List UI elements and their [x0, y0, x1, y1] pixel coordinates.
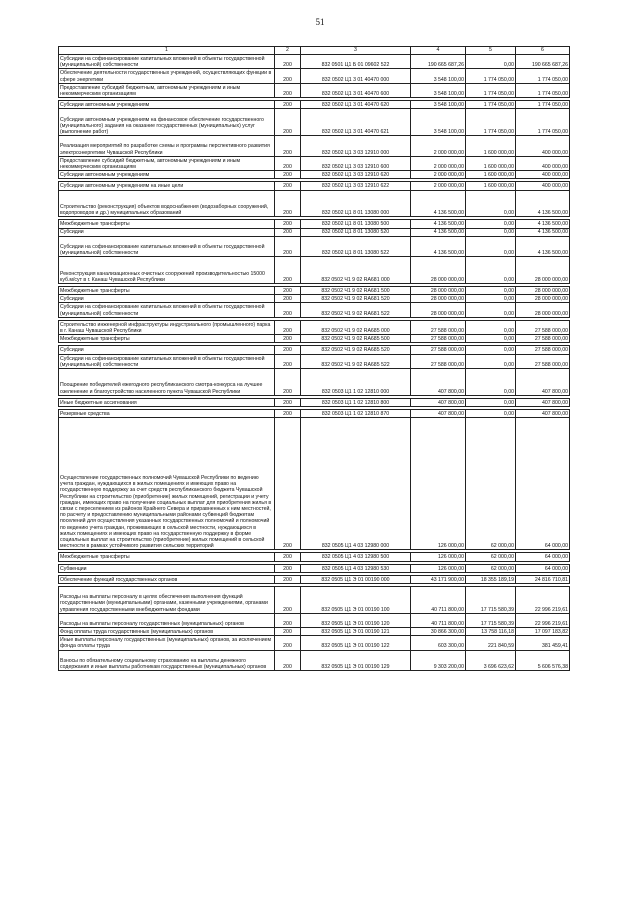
- row-remaining-cell: 17 097 183,82: [516, 628, 570, 636]
- row-name-cell: Субсидии на софинансирование капитальных вложений в объекты государственной (муниципальной) собственности: [59, 236, 275, 257]
- row-approved-cell: 2 000 000,00: [411, 136, 466, 157]
- row-executed-cell: 1 600 000,00: [466, 156, 516, 170]
- row-group-cell: 200: [275, 228, 301, 236]
- row-executed-cell: 0,00: [466, 287, 516, 295]
- table-row: [59, 409, 570, 417]
- row-name-cell: Межбюджетные трансферты: [59, 335, 275, 343]
- row-name-cell: Субсидии автономным учреждениям на финансовое обеспечение государственного (муниципального) задания на оказание государственных (муниципальных) услуг (выполнение работ): [59, 109, 275, 136]
- table-row: [59, 398, 570, 406]
- row-executed-cell: 62 000,00: [466, 418, 516, 550]
- table-row: [59, 628, 570, 636]
- column-header: 1: [59, 47, 275, 55]
- row-executed-cell: 18 355 189,19: [466, 575, 516, 583]
- row-code-cell: 832 0502 Ч1 9 02 RA685 500: [301, 335, 411, 343]
- row-name-cell: Субсидии автономным учреждениям: [59, 101, 275, 109]
- row-code-cell: 832 0502 Ц1 3 03 12910 000: [301, 136, 411, 157]
- table-row: [59, 136, 570, 157]
- row-approved-cell: 3 548 100,00: [411, 69, 466, 83]
- row-group-cell: 200: [275, 303, 301, 317]
- column-header: 4: [411, 47, 466, 55]
- row-approved-cell: 4 136 500,00: [411, 220, 466, 228]
- row-group-cell: 200: [275, 628, 301, 636]
- row-executed-cell: 0,00: [466, 369, 516, 396]
- row-code-cell: 832 0502 Ц1 3 03 12910 620: [301, 171, 411, 179]
- row-remaining-cell: 27 588 000,00: [516, 320, 570, 334]
- row-remaining-cell: 400 000,00: [516, 136, 570, 157]
- row-code-cell: 832 0502 Ц1 3 01 40470 000: [301, 69, 411, 83]
- column-header: 5: [466, 47, 516, 55]
- budget-table: [58, 46, 570, 671]
- table-row: [59, 190, 570, 217]
- row-group-cell: 200: [275, 650, 301, 671]
- row-name-cell: Субсидии: [59, 295, 275, 303]
- row-group-cell: 200: [275, 553, 301, 561]
- row-code-cell: 832 0501 Ц1 Б 01 09602 522: [301, 55, 411, 69]
- row-approved-cell: 43 171 900,00: [411, 575, 466, 583]
- row-name-cell: Субсидии: [59, 346, 275, 354]
- row-group-cell: 200: [275, 182, 301, 190]
- table-row: [59, 320, 570, 334]
- row-group-cell: 200: [275, 287, 301, 295]
- row-code-cell: 832 0502 Ч1 9 02 RA681 520: [301, 295, 411, 303]
- row-code-cell: 832 0502 Ц1 8 01 13080 500: [301, 220, 411, 228]
- table-row: [59, 257, 570, 284]
- row-code-cell: 832 0502 Ц1 3 01 40470 600: [301, 83, 411, 97]
- table-row: [59, 303, 570, 317]
- row-group-cell: 200: [275, 69, 301, 83]
- row-group-cell: 200: [275, 55, 301, 69]
- row-remaining-cell: 27 588 000,00: [516, 335, 570, 343]
- row-name-cell: Расходы на выплаты персоналу в целях обеспечения выполнения функций государственными (муниципальными) органами, казенными учреждениями, органами управления государственными внебюджетными фондами: [59, 586, 275, 613]
- row-name-cell: Резервные средства: [59, 409, 275, 417]
- table-row: [59, 220, 570, 228]
- table-row: [59, 650, 570, 671]
- row-name-cell: Субсидии на софинансирование капитальных вложений в объекты государственной (муниципальной) собственности: [59, 303, 275, 317]
- row-approved-cell: 603 300,00: [411, 636, 466, 650]
- row-remaining-cell: 1 774 050,00: [516, 83, 570, 97]
- table-row: [59, 287, 570, 295]
- table-row: [59, 109, 570, 136]
- row-approved-cell: 126 000,00: [411, 564, 466, 572]
- row-code-cell: 832 0505 Ц1 Э 01 00190 120: [301, 613, 411, 627]
- row-executed-cell: 1 600 000,00: [466, 182, 516, 190]
- row-executed-cell: 0,00: [466, 354, 516, 368]
- row-name-cell: Реализация мероприятий по разработке схемы и программы перспективного развития электроэнергетики Чувашской Республики: [59, 136, 275, 157]
- row-executed-cell: 1 774 050,00: [466, 101, 516, 109]
- row-approved-cell: 27 588 000,00: [411, 335, 466, 343]
- row-group-cell: 200: [275, 564, 301, 572]
- row-remaining-cell: 22 996 219,61: [516, 613, 570, 627]
- row-approved-cell: 407 800,00: [411, 369, 466, 396]
- row-group-cell: 200: [275, 346, 301, 354]
- row-group-cell: 200: [275, 101, 301, 109]
- row-remaining-cell: 22 996 219,61: [516, 586, 570, 613]
- row-approved-cell: 40 711 800,00: [411, 613, 466, 627]
- row-group-cell: 200: [275, 320, 301, 334]
- row-approved-cell: 28 000 000,00: [411, 303, 466, 317]
- row-executed-cell: 0,00: [466, 303, 516, 317]
- row-name-cell: Поощрение победителей ежегодного республиканского смотра-конкурса на лучшее озеленение и благоустройство населенного пункта Чувашской Республики: [59, 369, 275, 396]
- row-code-cell: 832 0502 Ч1 9 02 RA685 000: [301, 320, 411, 334]
- row-remaining-cell: 24 816 710,81: [516, 575, 570, 583]
- table-row: [59, 553, 570, 561]
- row-approved-cell: 27 588 000,00: [411, 320, 466, 334]
- row-approved-cell: 126 000,00: [411, 553, 466, 561]
- row-executed-cell: 13 758 116,18: [466, 628, 516, 636]
- row-group-cell: 200: [275, 83, 301, 97]
- row-executed-cell: 0,00: [466, 335, 516, 343]
- table-row: [59, 335, 570, 343]
- table-row: [59, 69, 570, 83]
- row-approved-cell: 4 136 500,00: [411, 236, 466, 257]
- row-name-cell: Взносы по обязательному социальному страхованию на выплаты денежного содержания и иные выплаты работникам государственных (муниципальных) органов: [59, 650, 275, 671]
- row-approved-cell: 3 548 100,00: [411, 109, 466, 136]
- row-remaining-cell: 64 000,00: [516, 564, 570, 572]
- row-group-cell: 200: [275, 613, 301, 627]
- row-approved-cell: 2 000 000,00: [411, 182, 466, 190]
- row-approved-cell: 28 000 000,00: [411, 295, 466, 303]
- row-group-cell: 200: [275, 136, 301, 157]
- row-remaining-cell: 4 136 500,00: [516, 220, 570, 228]
- table-row: [59, 83, 570, 97]
- table-row: [59, 295, 570, 303]
- row-name-cell: Строительство (реконструкция) объектов водоснабжения (водозаборных сооружений, водопроводов и др.) муниципальных образований: [59, 190, 275, 217]
- table-row: [59, 636, 570, 650]
- row-approved-cell: 2 000 000,00: [411, 156, 466, 170]
- row-name-cell: Субсидии на софинансирование капитальных вложений в объекты государственной (муниципальной) собственности: [59, 55, 275, 69]
- row-group-cell: 200: [275, 156, 301, 170]
- row-code-cell: 832 0502 Ч1 9 02 RA681 522: [301, 303, 411, 317]
- row-executed-cell: 0,00: [466, 346, 516, 354]
- row-name-cell: Иные выплаты персоналу государственных (муниципальных) органов, за исключением фонда оплаты труда: [59, 636, 275, 650]
- row-group-cell: 200: [275, 636, 301, 650]
- row-group-cell: 200: [275, 369, 301, 396]
- table-row: [59, 228, 570, 236]
- row-group-cell: 200: [275, 335, 301, 343]
- row-group-cell: 200: [275, 575, 301, 583]
- row-code-cell: 832 0503 Ц1 1 02 12810 000: [301, 369, 411, 396]
- row-executed-cell: 0,00: [466, 190, 516, 217]
- row-remaining-cell: 28 000 000,00: [516, 303, 570, 317]
- row-remaining-cell: 4 136 500,00: [516, 236, 570, 257]
- table-header-row: [59, 47, 570, 55]
- row-executed-cell: 1 600 000,00: [466, 171, 516, 179]
- row-name-cell: Субсидии на софинансирование капитальных вложений в объекты государственной (муниципальной) собственности: [59, 354, 275, 368]
- row-approved-cell: 190 665 687,26: [411, 55, 466, 69]
- row-group-cell: 200: [275, 171, 301, 179]
- row-code-cell: 832 0502 Ц1 8 01 13080 520: [301, 228, 411, 236]
- row-executed-cell: 17 715 580,39: [466, 613, 516, 627]
- row-approved-cell: 126 000,00: [411, 418, 466, 550]
- row-name-cell: Реконструкция канализационных очистных сооружений производительностью 15000 куб.м/сут в г. Канаш Чувашской Республики: [59, 257, 275, 284]
- row-executed-cell: 17 715 580,39: [466, 586, 516, 613]
- row-name-cell: Фонд оплаты труда государственных (муниципальных) органов: [59, 628, 275, 636]
- row-group-cell: 200: [275, 418, 301, 550]
- table-row: [59, 171, 570, 179]
- table-row: [59, 236, 570, 257]
- row-approved-cell: 27 588 000,00: [411, 346, 466, 354]
- row-executed-cell: 1 600 000,00: [466, 136, 516, 157]
- table-row: [59, 182, 570, 190]
- row-code-cell: 832 0505 Ц1 4 03 12980 500: [301, 553, 411, 561]
- row-remaining-cell: 28 000 000,00: [516, 287, 570, 295]
- row-executed-cell: 0,00: [466, 295, 516, 303]
- row-name-cell: Межбюджетные трансферты: [59, 553, 275, 561]
- row-code-cell: 832 0505 Ц1 Э 01 00190 122: [301, 636, 411, 650]
- row-remaining-cell: 4 136 500,00: [516, 190, 570, 217]
- table-row: [59, 101, 570, 109]
- row-code-cell: 832 0505 Ц1 Э 01 00190 000: [301, 575, 411, 583]
- table-row: [59, 156, 570, 170]
- row-executed-cell: 62 000,00: [466, 564, 516, 572]
- row-code-cell: 832 0502 Ц1 3 01 40470 620: [301, 101, 411, 109]
- row-remaining-cell: 27 588 000,00: [516, 354, 570, 368]
- row-name-cell: Обеспечение деятельности государственных учреждений, осуществляющих функции в сфере энергетики: [59, 69, 275, 83]
- row-executed-cell: 0,00: [466, 228, 516, 236]
- row-group-cell: 200: [275, 190, 301, 217]
- row-group-cell: 200: [275, 586, 301, 613]
- row-name-cell: Предоставление субсидий бюджетным, автономным учреждениям и иным некоммерческим организациям: [59, 83, 275, 97]
- table-row: [59, 55, 570, 69]
- row-code-cell: 832 0502 Ц1 3 01 40470 621: [301, 109, 411, 136]
- table-body: [59, 55, 570, 671]
- row-name-cell: Субсидии автономным учреждениям: [59, 171, 275, 179]
- row-approved-cell: 9 303 200,00: [411, 650, 466, 671]
- row-approved-cell: 2 000 000,00: [411, 171, 466, 179]
- row-name-cell: Обеспечение функций государственных органов: [59, 575, 275, 583]
- column-header: 6: [516, 47, 570, 55]
- table-row: [59, 586, 570, 613]
- row-code-cell: 832 0505 Ц1 Э 01 00190 129: [301, 650, 411, 671]
- column-header: 3: [301, 47, 411, 55]
- row-group-cell: 200: [275, 354, 301, 368]
- table-row: [59, 346, 570, 354]
- row-name-cell: Иные бюджетные ассигнования: [59, 398, 275, 406]
- row-remaining-cell: 400 000,00: [516, 156, 570, 170]
- row-name-cell: Межбюджетные трансферты: [59, 220, 275, 228]
- row-group-cell: 200: [275, 109, 301, 136]
- row-remaining-cell: 381 459,41: [516, 636, 570, 650]
- row-remaining-cell: 28 000 000,00: [516, 257, 570, 284]
- row-remaining-cell: 1 774 050,00: [516, 69, 570, 83]
- row-remaining-cell: 407 800,00: [516, 369, 570, 396]
- row-approved-cell: 27 588 000,00: [411, 354, 466, 368]
- row-group-cell: 200: [275, 398, 301, 406]
- row-approved-cell: 28 000 000,00: [411, 287, 466, 295]
- table-row: [59, 575, 570, 583]
- row-group-cell: 200: [275, 236, 301, 257]
- row-approved-cell: 407 800,00: [411, 409, 466, 417]
- row-code-cell: 832 0502 Ц1 3 03 12910 600: [301, 156, 411, 170]
- table-row: [59, 613, 570, 627]
- row-approved-cell: 407 800,00: [411, 398, 466, 406]
- row-executed-cell: 0,00: [466, 320, 516, 334]
- row-approved-cell: 40 711 800,00: [411, 586, 466, 613]
- row-remaining-cell: 64 000,00: [516, 418, 570, 550]
- row-code-cell: 832 0502 Ц1 3 03 12910 622: [301, 182, 411, 190]
- row-remaining-cell: 400 000,00: [516, 182, 570, 190]
- row-code-cell: 832 0502 Ч1 9 02 RA685 522: [301, 354, 411, 368]
- row-code-cell: 832 0505 Ц1 4 03 12980 530: [301, 564, 411, 572]
- row-remaining-cell: 4 136 500,00: [516, 228, 570, 236]
- table-row: [59, 564, 570, 572]
- row-name-cell: Расходы на выплаты персоналу государственных (муниципальных) органов: [59, 613, 275, 627]
- row-approved-cell: 4 136 500,00: [411, 190, 466, 217]
- row-code-cell: 832 0503 Ц1 1 02 12810 800: [301, 398, 411, 406]
- table-row: [59, 369, 570, 396]
- row-executed-cell: 0,00: [466, 220, 516, 228]
- page-number: 51: [315, 17, 325, 27]
- row-name-cell: Субвенции: [59, 564, 275, 572]
- row-remaining-cell: 407 800,00: [516, 409, 570, 417]
- row-executed-cell: 0,00: [466, 236, 516, 257]
- column-header: 2: [275, 47, 301, 55]
- row-executed-cell: 1 774 050,00: [466, 83, 516, 97]
- row-remaining-cell: 27 588 000,00: [516, 346, 570, 354]
- row-group-cell: 200: [275, 295, 301, 303]
- row-code-cell: 832 0502 Ц1 8 01 13080 000: [301, 190, 411, 217]
- row-remaining-cell: 190 665 687,26: [516, 55, 570, 69]
- row-name-cell: Межбюджетные трансферты: [59, 287, 275, 295]
- row-executed-cell: 0,00: [466, 398, 516, 406]
- row-executed-cell: 62 000,00: [466, 553, 516, 561]
- row-remaining-cell: 1 774 050,00: [516, 101, 570, 109]
- row-group-cell: 200: [275, 257, 301, 284]
- row-name-cell: Строительство инженерной инфраструктуры индустриального (промышленного) парка в г. Канаш Чувашской Республики: [59, 320, 275, 334]
- row-executed-cell: 0,00: [466, 55, 516, 69]
- row-code-cell: 832 0505 Ц1 4 03 12980 000: [301, 418, 411, 550]
- table-row: [59, 354, 570, 368]
- table-row: [59, 418, 570, 550]
- row-approved-cell: 28 000 000,00: [411, 257, 466, 284]
- row-approved-cell: 30 866 300,00: [411, 628, 466, 636]
- row-code-cell: 832 0502 Ч1 9 02 RA681 500: [301, 287, 411, 295]
- row-code-cell: 832 0503 Ц1 1 02 12810 870: [301, 409, 411, 417]
- row-executed-cell: 1 774 050,00: [466, 69, 516, 83]
- row-executed-cell: 1 774 050,00: [466, 109, 516, 136]
- row-remaining-cell: 407 800,00: [516, 398, 570, 406]
- row-code-cell: 832 0502 Ч1 9 02 RA685 520: [301, 346, 411, 354]
- row-group-cell: 200: [275, 220, 301, 228]
- row-executed-cell: 3 696 623,62: [466, 650, 516, 671]
- row-approved-cell: 3 548 100,00: [411, 101, 466, 109]
- row-remaining-cell: 1 774 050,00: [516, 109, 570, 136]
- row-executed-cell: 0,00: [466, 409, 516, 417]
- row-remaining-cell: 64 000,00: [516, 553, 570, 561]
- row-approved-cell: 3 548 100,00: [411, 83, 466, 97]
- row-code-cell: 832 0502 Ц1 8 01 13080 522: [301, 236, 411, 257]
- row-group-cell: 200: [275, 409, 301, 417]
- row-executed-cell: 0,00: [466, 257, 516, 284]
- row-executed-cell: 221 840,59: [466, 636, 516, 650]
- row-remaining-cell: 28 000 000,00: [516, 295, 570, 303]
- row-name-cell: Субсидии: [59, 228, 275, 236]
- row-remaining-cell: 400 000,00: [516, 171, 570, 179]
- row-name-cell: Осуществление государственных полномочий Чувашской Республики по ведению учета граждан, нуждающихся в жилых помещениях и имеющих право на государственную поддержку за счет средств республиканского бюджета Чувашской Республики на строительство (приобретение) жилых помещений, регистрации и учету граждан, имеющих право на получение социальных выплат для приобретения жилья в связи с переселением из районов Крайнего Севера и приравненных к ним местностей, по расчету и предоставлению муниципальными районами субвенций бюджетам поселений для осуществления указанных государственных полномочий и полномочий по ведению учета граждан, проживающих в сельской местности, нуждающихся в жилых помещениях и имеющих право на государственную поддержку в форме социальных выплат на строительство (приобретение) жилых помещений в сельской местности в рамках устойчивого развития сельских территорий: [59, 418, 275, 550]
- row-approved-cell: 4 136 500,00: [411, 228, 466, 236]
- row-code-cell: 832 0505 Ц1 Э 01 00190 121: [301, 628, 411, 636]
- row-code-cell: 832 0505 Ц1 Э 01 00190 100: [301, 586, 411, 613]
- row-name-cell: Предоставление субсидий бюджетным, автономным учреждениям и иным некоммерческим организациям: [59, 156, 275, 170]
- row-code-cell: 832 0502 Ч1 9 02 RA681 000: [301, 257, 411, 284]
- row-name-cell: Субсидии автономным учреждениям на иные цели: [59, 182, 275, 190]
- row-remaining-cell: 5 606 576,38: [516, 650, 570, 671]
